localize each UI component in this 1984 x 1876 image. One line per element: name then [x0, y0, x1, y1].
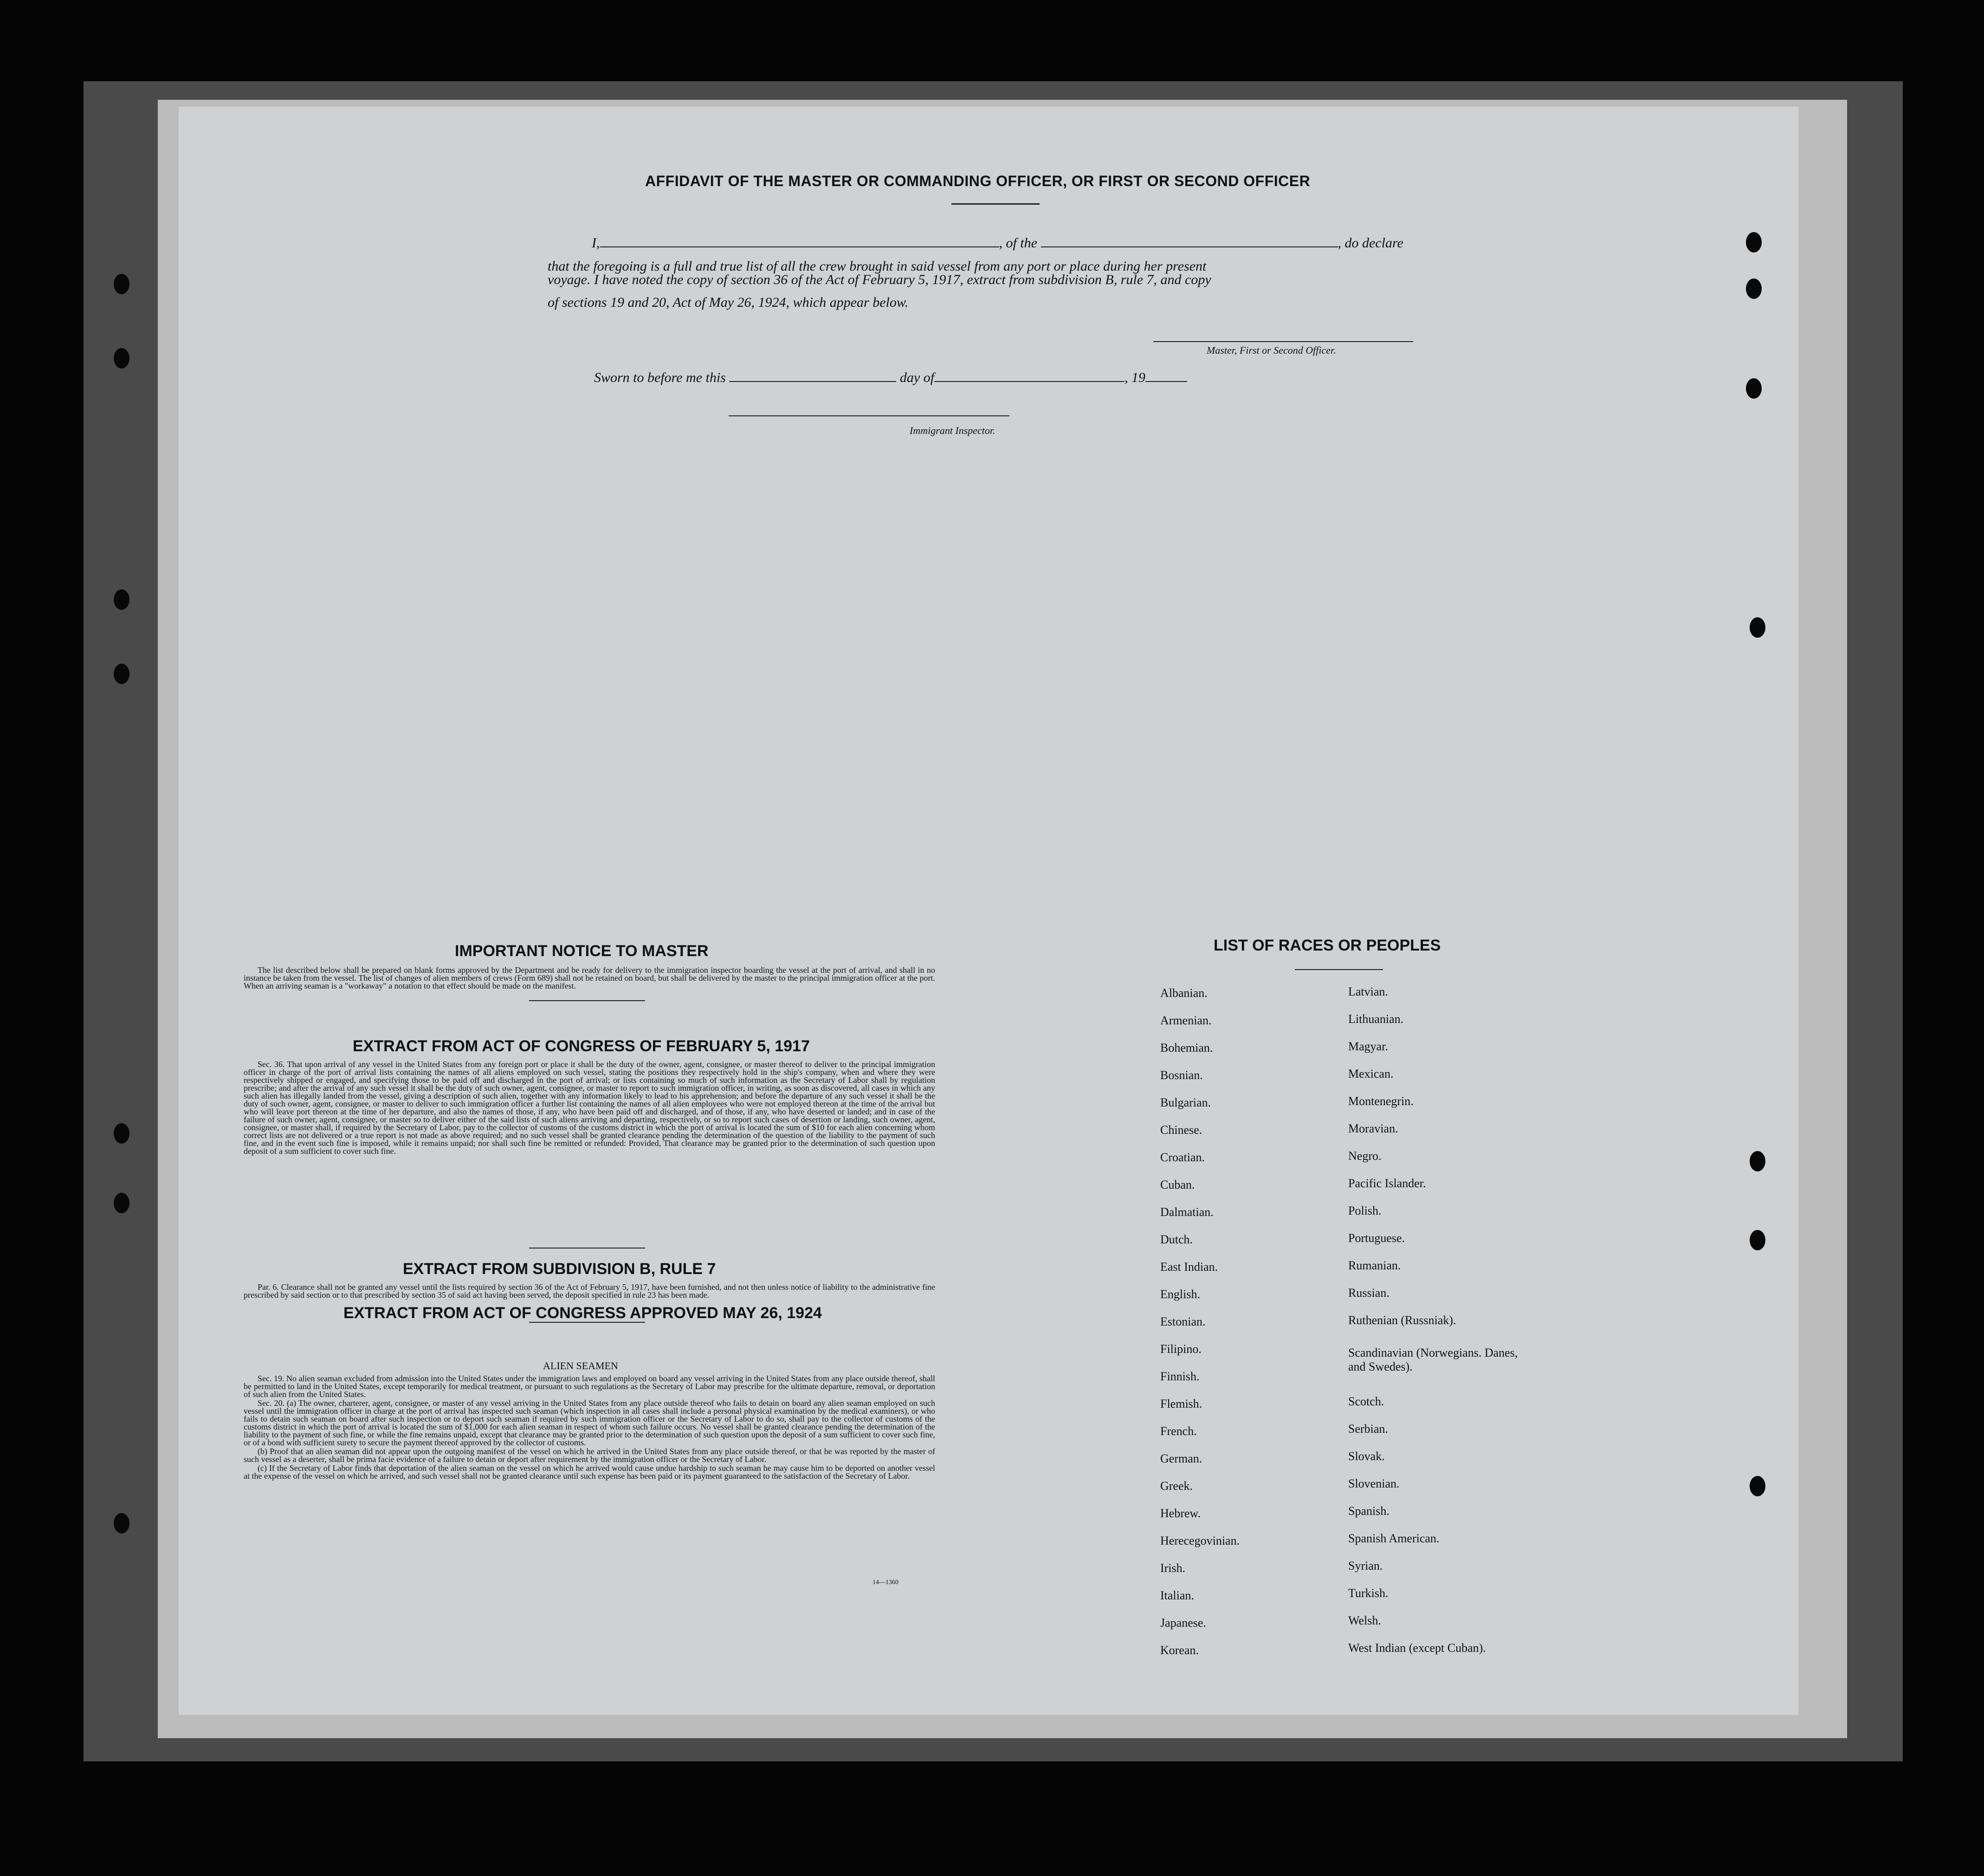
section-rule [529, 1000, 645, 1001]
race-item: Filipino. [1160, 1342, 1202, 1356]
title-rule [951, 203, 1040, 205]
par-6-paragraph: Par. 6. Clearance shall not be granted any vessel until the lists required by section 36 of the Act of February 5, 1917, have been furnished, and not then unless notice of liability to the administrative fine prescribed by said section or to that prescribed by section 35 of said act having been served, the deposit specified in rule 23 has been made. [244, 1282, 935, 1300]
race-item: Slovak. [1348, 1449, 1385, 1463]
race-item: Pacific Islander. [1348, 1177, 1426, 1190]
year-blank [1145, 369, 1187, 382]
race-item: German. [1160, 1452, 1202, 1465]
race-item: Irish. [1160, 1561, 1186, 1575]
sec-36-paragraph: Sec. 36. That upon arrival of any vessel in the United States from any foreign port or place it shall be the duty of the owner, agent, consignee, or master thereof to deliver to the principal immigration officer in charge of the port of arrival lists containing the names of all aliens employed on such vessel, stating the positions they respectively hold in the ship's company, when and where they were respectively shipped or engaged, and specifying those to be paid off and discharged in the port of arrival; or lists containing so much of such information as the Secretary of Labor shall by regulation prescribe; and after the arrival of any such vessel it shall be the duty of such owner, agent, consignee, or master to report to such immigration officer, in writing, as soon as discovered, all cases in which any such alien has illegally landed from the vessel, giving a description of such alien, together with any information likely to lead to his apprehension; and before the departure of any such vessel it shall be the duty of such owner, agent, consignee, or master to deliver to such immigration officer a further list containing the names of all alien employees who were not employed thereon at the time of the arrival but who will leave port thereon at the time of her departure, and also the names of those, if any, who have been paid off and discharged, and of those, if any, who have deserted or landed; and in case of the failure of such owner, agent, consignee, or master so to deliver either of the said lists of such aliens arriving and departing, respectively, or so to report such cases of desertion or landing, such owner, agent, consignee, or master shall, if required by the Secretary of Labor, pay to the collector of customs of the customs district in which the port of arrival is located the sum of $10 for each alien concerning whom correct lists are not delivered or a true report is not made as above required; and no such vessel shall be granted clearance pending the determination of the question of the liability to the payment of such fine, and in the event such fine is imposed, while it remains unpaid; nor shall such fine be remitted or refunded: Provided, That clearance may be granted prior to the determination of such question upon deposit of a sum sufficient to cover such fine. [244, 1060, 935, 1156]
race-item: Spanish American. [1348, 1532, 1440, 1545]
race-item: Negro. [1348, 1149, 1382, 1163]
race-item: Hebrew. [1160, 1507, 1201, 1520]
race-item: Scotch. [1348, 1395, 1384, 1408]
race-item: English. [1160, 1287, 1200, 1301]
sec-20b-paragraph: (b) Proof that an alien seaman did not appear upon the outgoing manifest of the vessel on which he arrived in the United States from any place outside thereof, or that he was reported by the master of such vessel as a deserter, shall be prima facie evidence of a failure to detain or deport after requirement by the immigration officer or the Secretary of Labor. [244, 1447, 935, 1464]
race-item: Greek. [1160, 1479, 1193, 1493]
extract-rule7-text [244, 1283, 935, 1300]
race-item: Bulgarian. [1160, 1096, 1211, 1109]
extract-rule7-title: EXTRACT FROM SUBDIVISION B, RULE 7 [403, 1260, 716, 1278]
of-the-label: , of the [999, 235, 1037, 251]
day-blank [729, 369, 896, 382]
binder-hole [114, 348, 129, 369]
year-label: , 19 [1124, 370, 1146, 385]
race-item: Rumanian. [1348, 1259, 1401, 1272]
vessel-blank [1041, 234, 1338, 247]
race-item: Dutch. [1160, 1233, 1193, 1246]
binder-hole [114, 589, 129, 610]
race-item: Slovenian. [1348, 1477, 1400, 1490]
do-declare-label: , do declare [1338, 235, 1403, 251]
affidavit-line-2: that the foregoing is a full and true list of all the crew brought in said vessel from any port or place during her present [548, 259, 1207, 274]
race-item: Chinese. [1160, 1123, 1202, 1137]
signature-label: Master, First or Second Officer. [1207, 344, 1336, 356]
binder-hole [114, 1193, 129, 1213]
race-item: East Indian. [1160, 1260, 1218, 1274]
binder-hole [1750, 1151, 1765, 1171]
race-item: Mexican. [1348, 1067, 1394, 1080]
race-item: Korean. [1160, 1643, 1199, 1657]
extract-1917-title: EXTRACT FROM ACT OF CONGRESS OF FEBRUARY 5, 1917 [353, 1037, 810, 1055]
binder-hole [114, 274, 129, 294]
notice-title: IMPORTANT NOTICE TO MASTER [455, 942, 709, 960]
binder-hole [1750, 1230, 1765, 1250]
race-item: Italian. [1160, 1589, 1194, 1602]
race-item: Ruthenian (Russniak). [1348, 1313, 1456, 1327]
race-item: Flemish. [1160, 1397, 1202, 1410]
name-blank [600, 234, 999, 247]
race-item: Herecegovinian. [1160, 1534, 1240, 1547]
race-item: Russian. [1348, 1286, 1389, 1300]
affidavit-title: AFFIDAVIT OF THE MASTER OR COMMANDING OFFICER, OR FIRST OR SECOND OFFICER [645, 173, 1311, 189]
race-item: Polish. [1348, 1204, 1382, 1217]
race-item: Syrian. [1348, 1559, 1383, 1572]
races-rule [1295, 969, 1383, 970]
day-of-label: day of [899, 370, 935, 385]
race-item: Finnish. [1160, 1370, 1200, 1383]
race-item: Serbian. [1348, 1422, 1388, 1436]
binder-hole [114, 1123, 129, 1144]
race-item: Lithuanian. [1348, 1012, 1404, 1026]
month-blank [934, 369, 1124, 382]
extract-1924-title: EXTRACT FROM ACT OF CONGRESS APPROVED MAY 26, 1924 [343, 1304, 822, 1322]
sec-20c-paragraph: (c) If the Secretary of Labor finds that deportation of the alien seaman on the vessel on which he arrived would cause undue hardship to such seaman he may cause him to be deported on another vessel at the expense of the vessel on which he arrived, and such vessel shall not be granted clearance until such expense has been paid or its payment guaranteed to the satisfaction of the Secretary of Labor. [244, 1463, 935, 1481]
race-item: Latvian. [1348, 985, 1388, 998]
i-label: I, [592, 235, 600, 251]
race-item: West Indian (except Cuban). [1348, 1641, 1486, 1655]
race-item: Magyar. [1348, 1040, 1388, 1053]
race-item: Japanese. [1160, 1616, 1206, 1630]
signature-line [1153, 341, 1413, 342]
extract-1924-text [244, 1375, 935, 1481]
sec-19-paragraph: Sec. 19. No alien seaman excluded from admission into the United States under the immigration laws and employed on board any vessel arriving in the United States from any place outside thereof, shall be permitted to land in the United States, except temporarily for medical treatment, or pursuant to such regulations as the Secretary of Labor may prescribe for the ultimate departure, removal, or deportation of such alien from the United States. [244, 1374, 935, 1399]
affidavit-line-4: of sections 19 and 20, Act of May 26, 1924, which appear below. [548, 295, 909, 310]
binder-hole [1746, 278, 1762, 299]
binder-hole [1746, 378, 1762, 399]
binder-hole [1750, 617, 1765, 638]
notice-paragraph: The list described below shall be prepared on blank forms approved by the Department and be ready for delivery to the immigration inspector boarding the vessel at the port of arrival, and shall in no instance be taken from the vessel. The list of changes of alien members of crews (Form 689) shall not be retained on board, but shall be delivered by the master to the principal immigration officer at the port. When an arriving seaman is a "workaway" a notation to that effect should be made on the manifest. [244, 965, 935, 990]
binder-hole [1750, 1476, 1765, 1496]
binder-hole [114, 1513, 129, 1533]
binder-hole [1746, 232, 1762, 252]
race-item: Bohemian. [1160, 1041, 1213, 1054]
affidavit-line-1 [592, 234, 1403, 251]
affidavit-line-3: voyage. I have noted the copy of section 36 of the Act of February 5, 1917, extract from subdivision B, rule 7, and copy [548, 272, 1211, 287]
race-item: Scandinavian (Norwegians. Danes, and Swedes). [1348, 1346, 1518, 1373]
race-item: Moravian. [1348, 1122, 1398, 1135]
race-item: Estonian. [1160, 1315, 1206, 1328]
race-item: Welsh. [1348, 1614, 1381, 1627]
race-item: Portuguese. [1348, 1231, 1405, 1245]
sec-20a-paragraph: Sec. 20. (a) The owner, charterer, agent, consignee, or master of any vessel arriving in the United States from any place outside thereof who fails to detain on board any alien seaman employed on such vessel until the immigration officer in charge at the port of arrival has inspected such seaman (which inspection in all cases shall include a personal physical examination by the medical examiners), or who fails to detain such seaman on board after such inspection or to deport such seaman if required by such immigration officer or the Secretary of Labor to do so, shall pay to the collector of customs of the customs district in which the port of arrival is located the sum of $1,000 for each alien seaman in respect of whom such failure occurs. No vessel shall be granted clearance pending the determination of the liability to the payment of such fine, or while the fine remains unpaid, except that clearance may be granted prior to the determination of such question upon the deposit of a sum sufficient to cover such fine, or of a bond with sufficient surety to secure the payment thereof approved by the collector of customs. [244, 1398, 935, 1447]
races-title: LIST OF RACES OR PEOPLES [1214, 937, 1441, 954]
race-item: Dalmatian. [1160, 1205, 1214, 1219]
inspector-label: Immigrant Inspector. [910, 425, 995, 436]
form-number: 14—1360 [872, 1579, 898, 1586]
binder-hole [114, 664, 129, 684]
section-rule [529, 1248, 645, 1249]
sworn-line [594, 369, 1187, 386]
alien-seamen-subtitle: ALIEN SEAMEN [543, 1360, 618, 1371]
race-item: Turkish. [1348, 1586, 1389, 1600]
race-item: Croatian. [1160, 1151, 1205, 1164]
race-item: Armenian. [1160, 1014, 1212, 1027]
race-item: Montenegrin. [1348, 1094, 1414, 1108]
race-item: Bosnian. [1160, 1068, 1203, 1082]
extract-1917-text [244, 1061, 935, 1156]
race-item: French. [1160, 1424, 1197, 1438]
race-item: Spanish. [1348, 1504, 1389, 1518]
inspector-line [729, 415, 1009, 416]
notice-text [244, 966, 935, 991]
race-item: Albanian. [1160, 986, 1208, 1000]
sworn-label: Sworn to before me this [594, 370, 726, 385]
race-item: Cuban. [1160, 1178, 1195, 1191]
